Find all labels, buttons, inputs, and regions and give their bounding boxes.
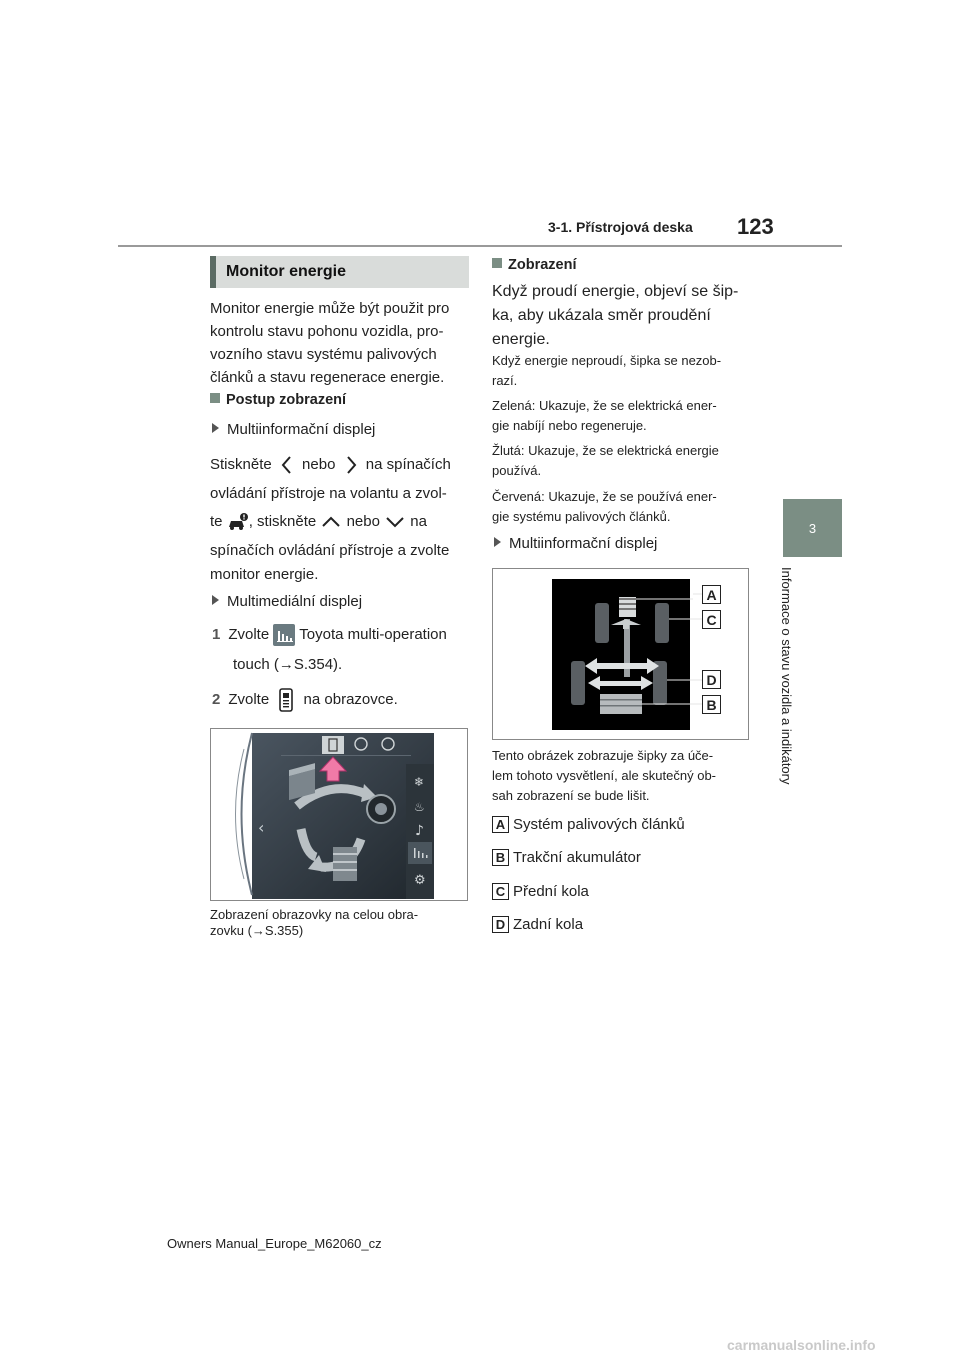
energy-monitor-icon bbox=[273, 688, 299, 712]
legend-letter: B bbox=[492, 849, 509, 866]
square-bullet-icon bbox=[492, 258, 502, 268]
legend-text: Systém palivových článků bbox=[513, 816, 685, 833]
figure-note-line: lem tohoto vysvětlení, ale skutečný ob- bbox=[492, 768, 717, 783]
display-label-text: Multiinformační displej bbox=[227, 421, 376, 438]
instr-text: , stiskněte bbox=[248, 513, 317, 530]
instruction-line-5: monitor energie. bbox=[210, 566, 319, 583]
note-line: Když energie neproudí, šipka se nezob- bbox=[492, 353, 722, 368]
chevron-left-icon bbox=[276, 455, 298, 475]
note-line: razí. bbox=[492, 373, 518, 388]
intro-line: vozního stavu systému palivových bbox=[210, 346, 437, 363]
step-text: na obrazovce. bbox=[303, 691, 398, 708]
energy-chart-icon bbox=[273, 624, 295, 646]
step-text: Zvolte bbox=[228, 626, 270, 643]
intro-paragraph bbox=[210, 297, 472, 389]
display-label-text: Multimediální displej bbox=[227, 593, 363, 610]
section-title: 3-1. Přístrojová deska bbox=[548, 219, 693, 235]
triangle-bullet-icon bbox=[212, 423, 219, 433]
intro-line: Monitor energie může být použit pro bbox=[210, 300, 450, 317]
instruction-line-2: ovládání přístroje na volantu a zvol- bbox=[210, 485, 447, 502]
figure-note-line: sah zobrazení se bude lišit. bbox=[492, 788, 650, 803]
instr-text: na spínačích bbox=[365, 456, 451, 473]
legend-item bbox=[492, 846, 641, 869]
section-heading bbox=[210, 256, 469, 288]
note-line: Žlutá: Ukazuje, že se elektrická energie bbox=[492, 443, 719, 458]
chevron-right-icon bbox=[340, 455, 362, 475]
chapter-title-text: Informace o stavu vozidla a indikátory bbox=[779, 567, 794, 785]
legend-text: Přední kola bbox=[513, 883, 589, 900]
figure-caption bbox=[210, 907, 418, 939]
chapter-number: 3 bbox=[808, 520, 817, 536]
energy-flow-figure bbox=[492, 568, 749, 740]
callout-label: B bbox=[702, 695, 721, 714]
display-paragraph bbox=[492, 280, 738, 352]
note-1 bbox=[492, 351, 721, 391]
vehicle-info-icon bbox=[227, 512, 249, 532]
display-label-right bbox=[494, 532, 657, 555]
note-line: Zelená: Ukazuje, že se elektrická ener- bbox=[492, 398, 717, 413]
subheading-display bbox=[492, 254, 576, 277]
instr-text: nebo bbox=[302, 456, 336, 473]
instr-text: te bbox=[210, 513, 223, 530]
instr-text: na bbox=[410, 513, 427, 530]
callout-label: C bbox=[702, 610, 721, 629]
display-label-text: Multiinformační displej bbox=[509, 535, 658, 552]
step-text: Zvolte bbox=[228, 691, 270, 708]
legend-letter: A bbox=[492, 816, 509, 833]
subheading-procedure bbox=[210, 389, 346, 412]
step-1-cont: touch (→S.354). bbox=[233, 656, 343, 673]
step-text: Toyota multi-operation bbox=[299, 626, 447, 643]
callout-label: D bbox=[702, 670, 721, 689]
chapter-tab bbox=[783, 499, 842, 557]
caption-line: zovku (→S.355) bbox=[210, 923, 304, 938]
note-green bbox=[492, 396, 717, 436]
note-red bbox=[492, 487, 717, 527]
instruction-line-3 bbox=[210, 510, 427, 533]
legend-item bbox=[492, 813, 685, 836]
legend-item bbox=[492, 880, 589, 903]
note-line: používá. bbox=[492, 463, 542, 478]
multimedia-screen-figure bbox=[210, 728, 468, 901]
subheading-text: Zobrazení bbox=[508, 257, 577, 273]
note-line: Červená: Ukazuje, že se používá ener- bbox=[492, 489, 717, 504]
svg-text:♪: ♪ bbox=[415, 823, 424, 839]
instr-text: Stiskněte bbox=[210, 456, 272, 473]
footer-text: Owners Manual_Europe_M62060_cz bbox=[167, 1236, 382, 1251]
subheading-text: Postup zobrazení bbox=[226, 392, 347, 408]
triangle-bullet-icon bbox=[212, 595, 219, 605]
section-heading-text: Monitor energie bbox=[226, 263, 347, 280]
watermark: carmanualsonline.info bbox=[727, 1337, 876, 1353]
note-line: gie nabíjí nebo regeneruje. bbox=[492, 418, 647, 433]
chapter-title bbox=[764, 567, 824, 827]
step-number: 2 bbox=[212, 691, 221, 708]
callout-label: A bbox=[702, 585, 721, 604]
intro-line: kontrolu stavu pohonu vozidla, pro- bbox=[210, 323, 444, 340]
triangle-bullet-icon bbox=[494, 537, 501, 547]
note-yellow bbox=[492, 441, 719, 481]
legend-letter: D bbox=[492, 916, 509, 933]
legend-letter: C bbox=[492, 883, 509, 900]
instruction-line-4: spínačích ovládání přístroje a zvolte bbox=[210, 542, 450, 559]
square-bullet-icon bbox=[210, 393, 220, 403]
legend-item bbox=[492, 913, 583, 936]
svg-text:⚙: ⚙ bbox=[414, 873, 426, 888]
step-2 bbox=[212, 688, 398, 712]
multimedia-screen-illustration bbox=[211, 729, 467, 900]
instr-text: nebo bbox=[346, 513, 380, 530]
legend-text: Zadní kola bbox=[513, 916, 584, 933]
figure-note bbox=[492, 746, 716, 806]
instruction-line-1 bbox=[210, 453, 451, 476]
step-number: 1 bbox=[212, 626, 221, 643]
display-label-multimedia bbox=[212, 590, 362, 613]
svg-text:‹: ‹ bbox=[258, 818, 265, 837]
legend-text: Trakční akumulátor bbox=[513, 849, 641, 866]
header-rule bbox=[118, 245, 842, 247]
step-1 bbox=[212, 623, 447, 646]
svg-text:♨: ♨ bbox=[414, 800, 425, 814]
para-line: energie. bbox=[492, 331, 550, 348]
note-line: gie systému palivových článků. bbox=[492, 509, 671, 524]
svg-text:❄: ❄ bbox=[414, 775, 425, 789]
para-line: ka, aby ukázala směr proudění bbox=[492, 307, 711, 324]
intro-line: článků a stavu regenerace energie. bbox=[210, 369, 445, 386]
chevron-down-icon bbox=[384, 513, 406, 531]
para-line: Když proudí energie, objeví se šip- bbox=[492, 283, 739, 300]
display-label-mid bbox=[212, 418, 375, 441]
figure-note-line: Tento obrázek zobrazuje šipky za úče- bbox=[492, 748, 714, 763]
page-number: 123 bbox=[737, 214, 774, 239]
chevron-up-icon bbox=[320, 513, 342, 531]
caption-line: Zobrazení obrazovky na celou obra- bbox=[210, 907, 419, 922]
